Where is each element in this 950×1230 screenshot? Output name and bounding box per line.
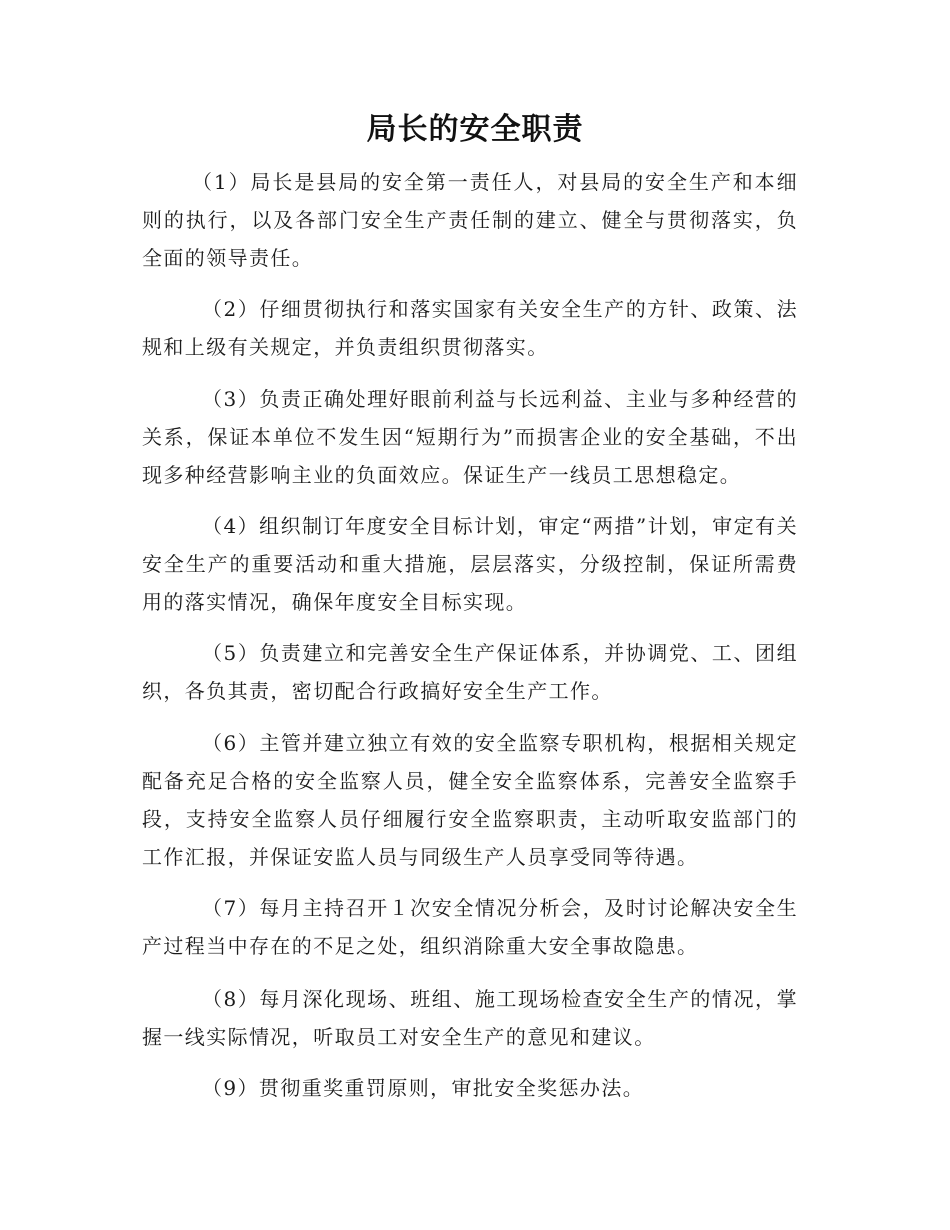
paragraph-4: （4）组织制订年度安全目标计划，审定“两措”计划，审定有关安全生产的重要活动和重大措施，层层落实，分级控制，保证所需费用的落实情况，确保年度安全目标实现。 (142, 514, 798, 614)
paragraph-9: （9）贯彻重奖重罚原则，审批安全奖惩办法。 (202, 1076, 645, 1100)
paragraph-5: （5）负责建立和完善安全生产保证体系，并协调党、工、团组织，各负其责，密切配合行政搞好安全生产工作。 (142, 641, 798, 703)
paragraph-1: （1）局长是县局的安全第一责任人，对县局的安全生产和本细则的执行，以及各部门安全生产责任制的建立、健全与贯彻落实，负全面的领导责任。 (142, 170, 798, 270)
paragraph-3: （3）负责正确处理好眼前利益与长远利益、主业与多种经营的关系，保证本单位不发生因“短期行为”而损害企业的安全基础，不出现多种经营影响主业的负面效应。保证生产一线员工思想稳定。 (142, 387, 798, 487)
document-title: 局长的安全职责 (366, 112, 584, 147)
paragraph-8: （8）每月深化现场、班组、施工现场检查安全生产的情况，掌握一线实际情况，听取员工对安全生产的意见和建议。 (142, 987, 798, 1049)
paragraph-2: （2）仔细贯彻执行和落实国家有关安全生产的方针、政策、法规和上级有关规定，并负责组织贯彻落实。 (142, 297, 798, 359)
paragraph-6: （6）主管并建立独立有效的安全监察专职机构，根据相关规定配备充足合格的安全监察人员，健全安全监察体系，完善安全监察手段，支持安全监察人员仔细履行安全监察职责，主动听取安监部门的工作汇报，并保证安监人员与同级生产人员享受同等待遇。 (142, 731, 798, 869)
paragraph-7: （7）每月主持召开１次安全情况分析会，及时讨论解决安全生产过程当中存在的不足之处，组织消除重大安全事故隐患。 (142, 896, 798, 958)
